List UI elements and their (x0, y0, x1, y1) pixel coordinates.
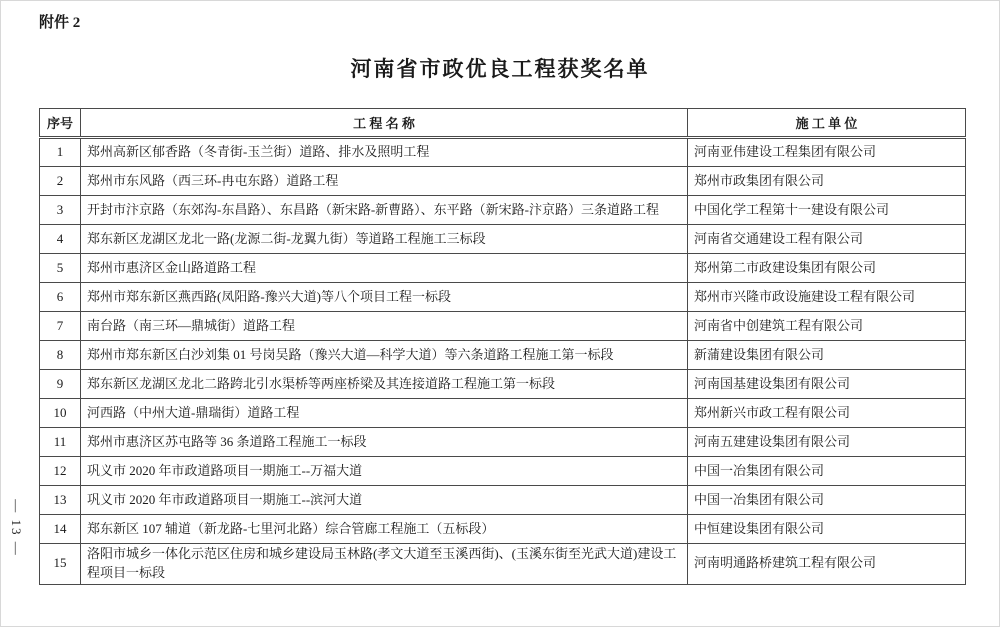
column-header-unit: 施 工 单 位 (688, 109, 966, 138)
table-row (40, 515, 966, 544)
construction-unit-cell: 新蒲建设集团有限公司 (688, 341, 966, 370)
construction-unit-cell: 郑州市兴隆市政设施建设工程有限公司 (688, 283, 966, 312)
construction-unit-cell: 中国一冶集团有限公司 (688, 486, 966, 515)
row-number-cell: 11 (40, 428, 81, 457)
row-number-cell: 4 (40, 225, 81, 254)
row-number-cell: 14 (40, 515, 81, 544)
project-name-cell: 郑州市东风路（西三环-冉屯东路）道路工程 (81, 167, 688, 196)
page-number: — 13 — (9, 499, 24, 557)
project-name-cell: 郑州市惠济区苏屯路等 36 条道路工程施工一标段 (81, 428, 688, 457)
construction-unit-cell: 河南亚伟建设工程集团有限公司 (688, 138, 966, 167)
row-number-cell: 7 (40, 312, 81, 341)
construction-unit-cell: 河南五建建设集团有限公司 (688, 428, 966, 457)
construction-unit-cell: 中恒建设集团有限公司 (688, 515, 966, 544)
table-row (40, 399, 966, 428)
table-header-row (40, 109, 966, 138)
project-name-cell: 巩义市 2020 年市政道路项目一期施工--滨河大道 (81, 486, 688, 515)
row-number-cell: 5 (40, 254, 81, 283)
attachment-label: 附件 2 (39, 15, 81, 31)
table-row (40, 428, 966, 457)
project-name-cell: 开封市汴京路（东郊沟-东昌路）、东昌路（新宋路-新曹路）、东平路（新宋路-汴京路）三条道路工程 (81, 196, 688, 225)
row-number-cell: 6 (40, 283, 81, 312)
table-row (40, 138, 966, 167)
table-row (40, 457, 966, 486)
column-header-serial: 序号 (40, 109, 81, 138)
table-row (40, 312, 966, 341)
project-name-cell: 郑州市郑东新区燕西路(凤阳路-豫兴大道)等八个项目工程一标段 (81, 283, 688, 312)
project-name-cell: 郑东新区龙湖区龙北一路(龙源二街-龙翼九街）等道路工程施工三标段 (81, 225, 688, 254)
construction-unit-cell: 河南国基建设集团有限公司 (688, 370, 966, 399)
construction-unit-cell: 郑州市政集团有限公司 (688, 167, 966, 196)
project-name-cell: 郑东新区 107 辅道（新龙路-七里河北路）综合管廊工程施工（五标段） (81, 515, 688, 544)
row-number-cell: 15 (40, 544, 81, 585)
table-row (40, 254, 966, 283)
table-row (40, 544, 966, 585)
table-body (40, 138, 966, 585)
column-header-project: 工 程 名 称 (81, 109, 688, 138)
row-number-cell: 1 (40, 138, 81, 167)
page-title: 河南省市政优良工程获奖名单 (350, 57, 650, 81)
table-row (40, 283, 966, 312)
construction-unit-cell: 中国一冶集团有限公司 (688, 457, 966, 486)
project-name-cell: 郑州高新区郁香路（冬青街-玉兰街）道路、排水及照明工程 (81, 138, 688, 167)
row-number-cell: 10 (40, 399, 81, 428)
table-row (40, 196, 966, 225)
construction-unit-cell: 河南省交通建设工程有限公司 (688, 225, 966, 254)
project-name-cell: 郑州市惠济区金山路道路工程 (81, 254, 688, 283)
construction-unit-cell: 河南明通路桥建筑工程有限公司 (688, 544, 966, 585)
construction-unit-cell: 郑州第二市政建设集团有限公司 (688, 254, 966, 283)
table-header (40, 109, 966, 138)
project-name-cell: 郑州市郑东新区白沙刘集 01 号岗吴路（豫兴大道—科学大道）等六条道路工程施工第一标段 (81, 341, 688, 370)
row-number-cell: 12 (40, 457, 81, 486)
construction-unit-cell: 郑州新兴市政工程有限公司 (688, 399, 966, 428)
table-row (40, 486, 966, 515)
project-name-cell: 南台路（南三环—鼎城街）道路工程 (81, 312, 688, 341)
row-number-cell: 2 (40, 167, 81, 196)
table-row (40, 167, 966, 196)
table-row (40, 225, 966, 254)
project-name-cell: 洛阳市城乡一体化示范区住房和城乡建设局玉林路(孝文大道至玉溪西街)、(玉溪东街至光武大道)建设工程项目一标段 (81, 544, 688, 585)
project-name-cell: 郑东新区龙湖区龙北二路跨北引水渠桥等两座桥梁及其连接道路工程施工第一标段 (81, 370, 688, 399)
table-row (40, 370, 966, 399)
project-name-cell: 河西路（中州大道-鼎瑞街）道路工程 (81, 399, 688, 428)
project-name-cell: 巩义市 2020 年市政道路项目一期施工--万福大道 (81, 457, 688, 486)
row-number-cell: 9 (40, 370, 81, 399)
table-row (40, 341, 966, 370)
row-number-cell: 3 (40, 196, 81, 225)
construction-unit-cell: 河南省中创建筑工程有限公司 (688, 312, 966, 341)
award-table (39, 108, 966, 585)
construction-unit-cell: 中国化学工程第十一建设有限公司 (688, 196, 966, 225)
row-number-cell: 8 (40, 341, 81, 370)
row-number-cell: 13 (40, 486, 81, 515)
